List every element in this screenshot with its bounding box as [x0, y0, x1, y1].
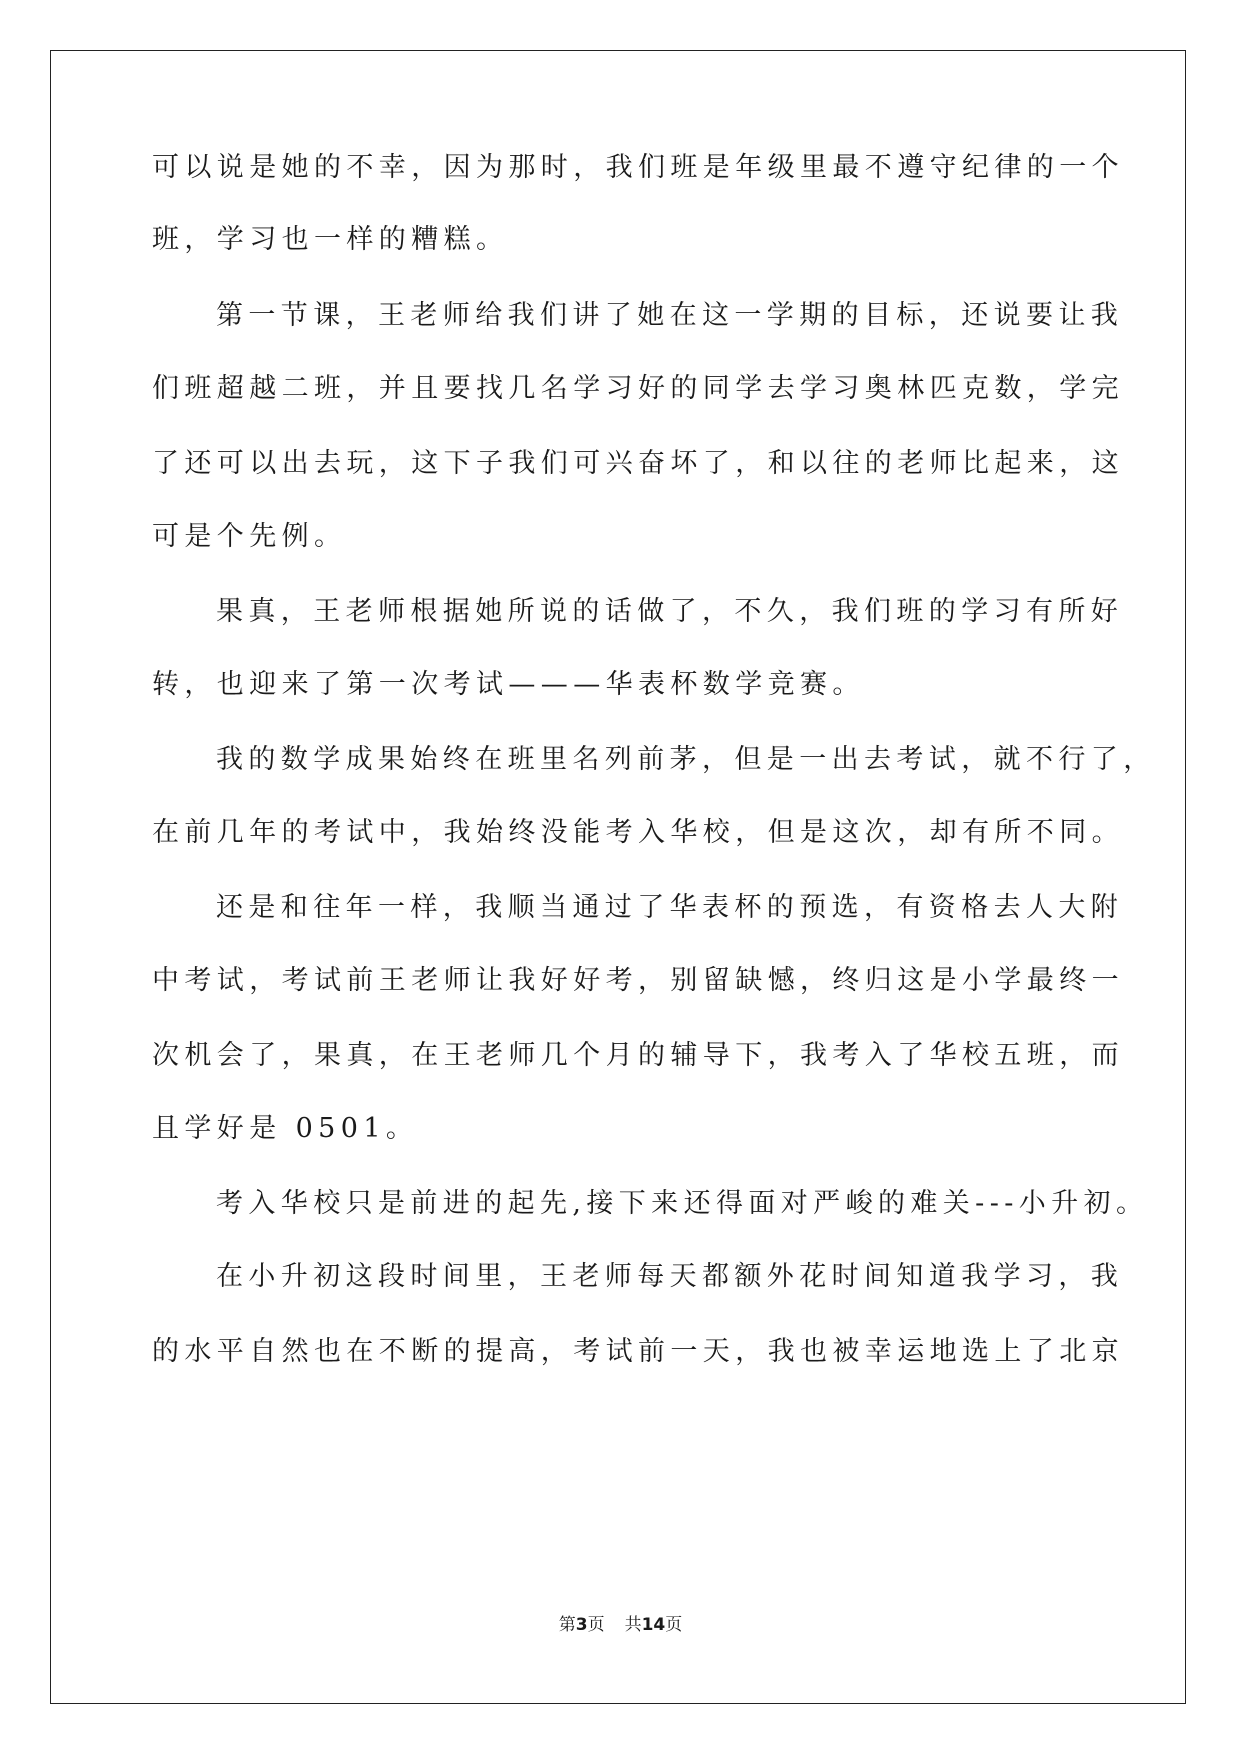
text-line: 在小升初这段时间里，王老师每天都额外花时间知道我学习，我 — [216, 1261, 1124, 1292]
text-line: 了还可以出去玩，这下子我们可兴奋坏了，和以往的老师比起来，这 — [152, 448, 1124, 479]
text-line: 我的数学成果始终在班里名列前茅，但是一出去考试，就不行了， — [216, 744, 1156, 775]
text-line: 的水平自然也在不断的提高，考试前一天，我也被幸运地选上了北京 — [152, 1336, 1124, 1367]
text-line: 中考试，考试前王老师让我好好考，别留缺憾，终归这是小学最终一 — [152, 965, 1124, 996]
text-line: 转，也迎来了第一次考试———华表杯数学竞赛。 — [152, 669, 865, 700]
text-line: 考入华校只是前进的起先,接下来还得面对严峻的难关---小升初。 — [216, 1188, 1149, 1219]
page-number-label: 第3页 — [558, 1615, 605, 1635]
text-line: 果真，王老师根据她所说的话做了，不久，我们班的学习有所好 — [216, 596, 1124, 627]
text-line: 可是个先例。 — [152, 521, 347, 552]
text-line: 第一节课，王老师给我们讲了她在这一学期的目标，还说要让我 — [216, 300, 1124, 331]
page-footer — [0, 1614, 1241, 1636]
text-line: 且学好是 0501。 — [152, 1113, 419, 1144]
text-line: 次机会了，果真，在王老师几个月的辅导下，我考入了华校五班，而 — [152, 1040, 1124, 1071]
text-line: 可以说是她的不幸，因为那时，我们班是年级里最不遵守纪律的一个 — [152, 152, 1124, 183]
text-line: 在前几年的考试中，我始终没能考入华校，但是这次，却有所不同。 — [152, 817, 1124, 848]
text-line: 班，学习也一样的糟糕。 — [152, 224, 509, 255]
text-line: 们班超越二班，并且要找几名学习好的同学去学习奥林匹克数，学完 — [152, 373, 1124, 404]
total-pages-label: 共14页 — [624, 1615, 683, 1635]
text-line: 还是和往年一样，我顺当通过了华表杯的预选，有资格去人大附 — [216, 892, 1124, 923]
